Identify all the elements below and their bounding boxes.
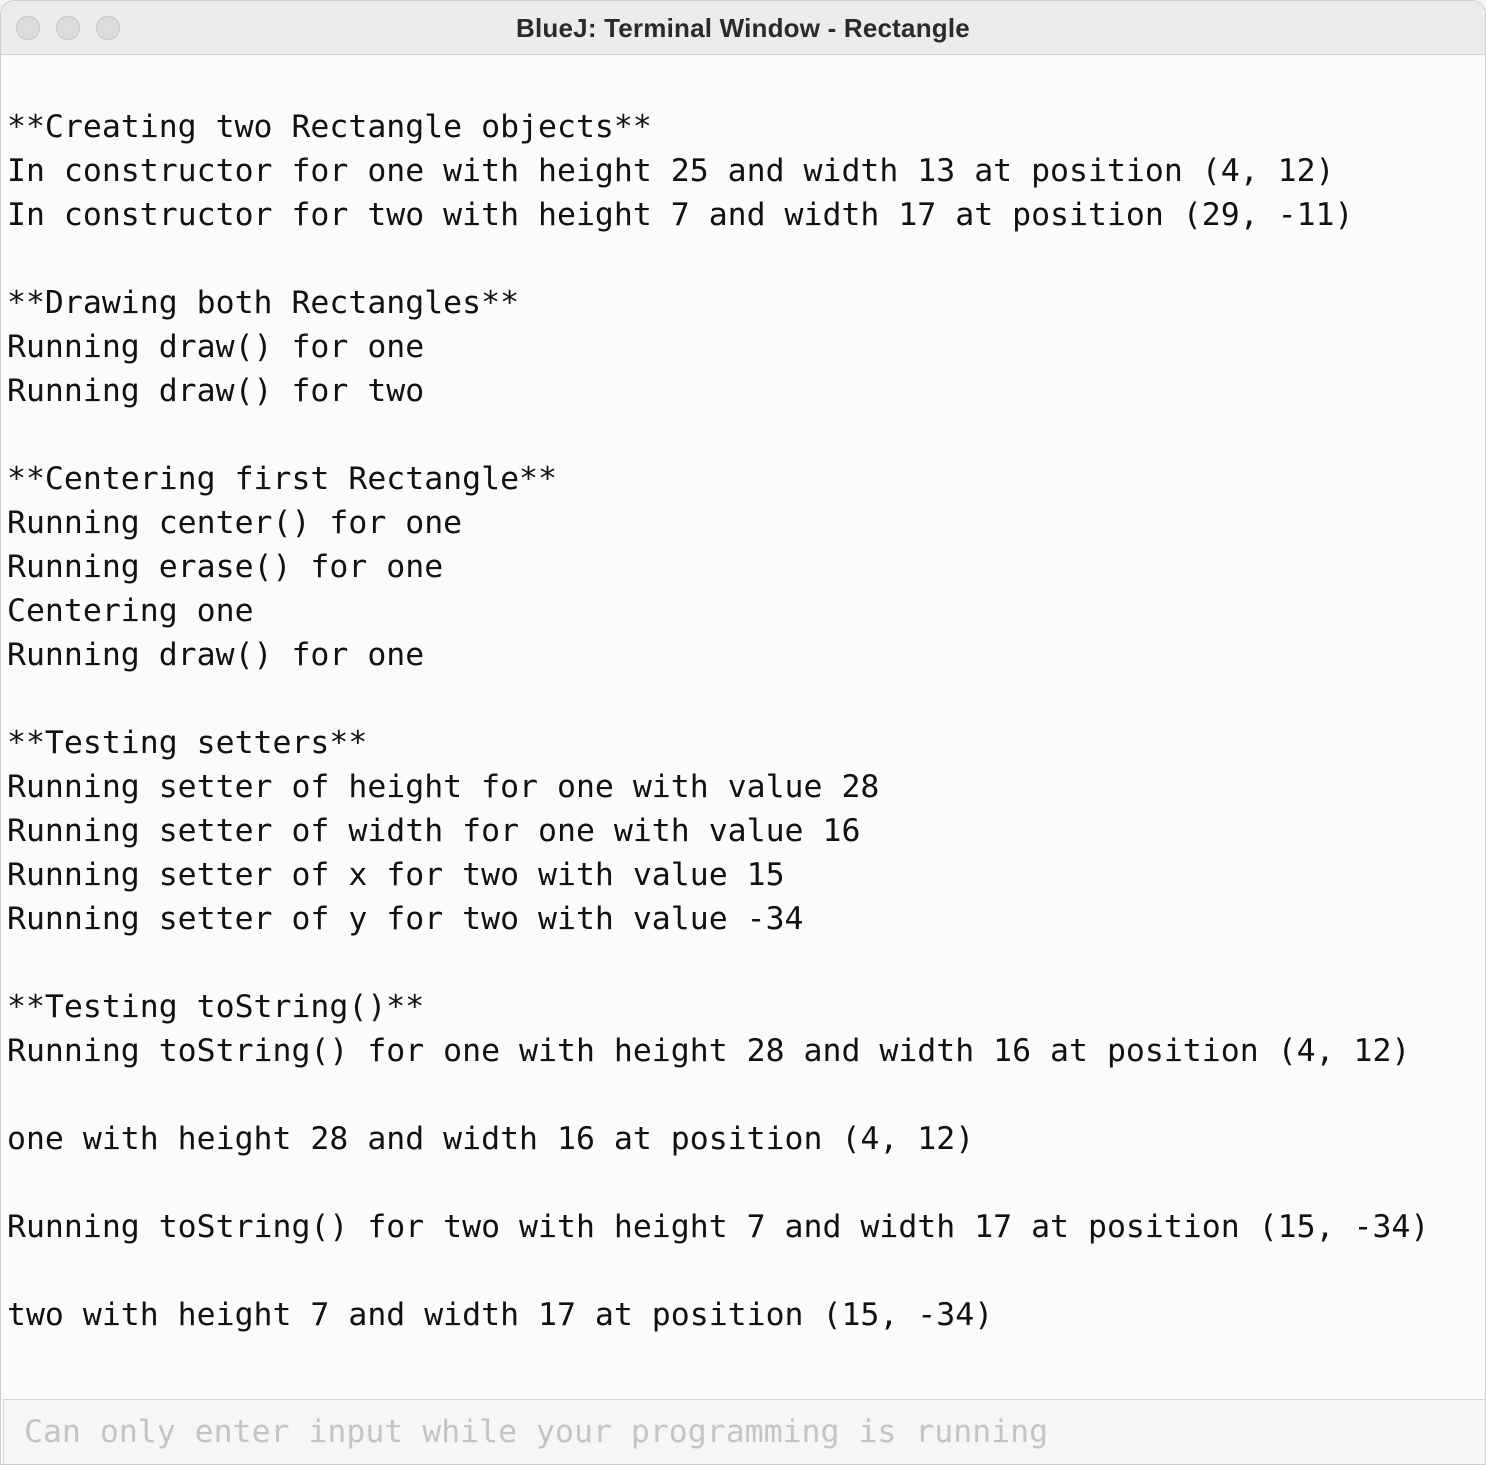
terminal-line: Running erase() for one	[7, 549, 444, 585]
terminal-line: Running toString() for one with height 28 and width 16 at position (4, 12)	[7, 1033, 1411, 1069]
terminal-line: **Testing toString()**	[7, 989, 425, 1025]
terminal-line: Running toString() for two with height 7 and width 17 at position (15, -34)	[7, 1209, 1430, 1245]
title-bar	[1, 1, 1485, 55]
terminal-line: Running setter of y for two with value -34	[7, 901, 804, 937]
terminal-line: Running draw() for one	[7, 329, 425, 365]
terminal-line: Centering one	[7, 593, 254, 629]
terminal-input-field[interactable]	[3, 1399, 1486, 1465]
terminal-line: Running draw() for one	[7, 637, 425, 673]
terminal-line: **Testing setters**	[7, 725, 368, 761]
terminal-line: Running setter of width for one with value 16	[7, 813, 861, 849]
terminal-line: **Centering first Rectangle**	[7, 461, 557, 497]
terminal-line: one with height 28 and width 16 at position (4, 12)	[7, 1121, 975, 1157]
terminal-line: In constructor for one with height 25 and width 13 at position (4, 12)	[7, 153, 1335, 189]
terminal-line: Running setter of x for two with value 15	[7, 857, 785, 893]
terminal-line: **Drawing both Rectangles**	[7, 285, 520, 321]
terminal-output[interactable]	[1, 59, 1486, 1397]
window-title: BlueJ: Terminal Window - Rectangle	[516, 13, 970, 43]
terminal-line: **Creating two Rectangle objects**	[7, 109, 652, 145]
terminal-line: Running setter of height for one with value 28	[7, 769, 880, 805]
terminal-line: Running draw() for two	[7, 373, 425, 409]
terminal-line: Running center() for one	[7, 505, 463, 541]
terminal-line: two with height 7 and width 17 at position (15, -34)	[7, 1297, 994, 1333]
terminal-line: In constructor for two with height 7 and width 17 at position (29, -11)	[7, 197, 1354, 233]
